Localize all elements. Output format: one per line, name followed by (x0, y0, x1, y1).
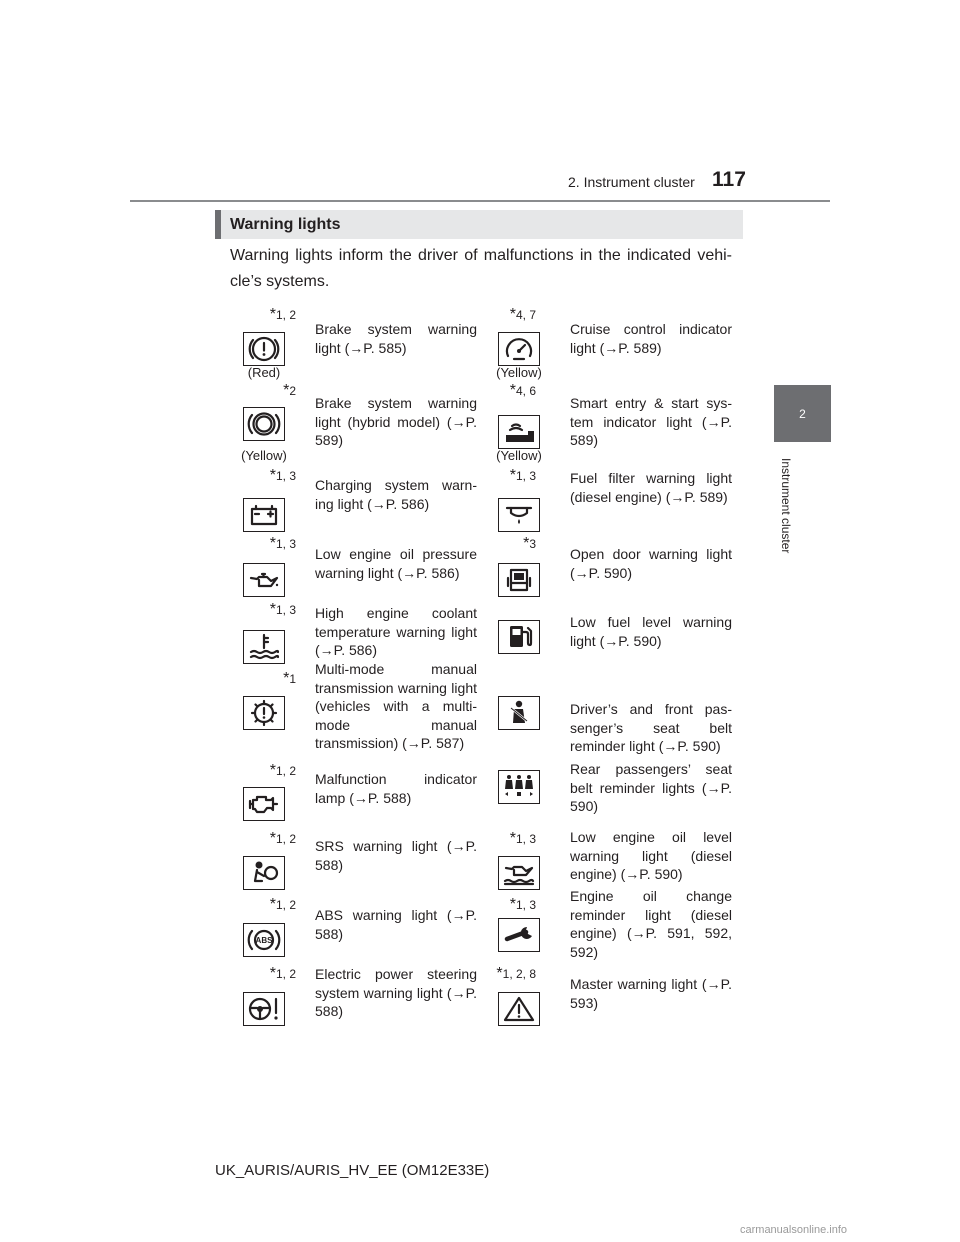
footnote-mark: *1, 3 (269, 535, 296, 552)
brake-warning-icon (243, 332, 285, 366)
warning-light-description: Open door warning light (→P. 590) (570, 546, 732, 581)
seat-belt-icon (498, 696, 540, 730)
footnote-mark: *1, 3 (269, 467, 296, 484)
gear-warning-icon (243, 696, 285, 730)
footer-code: UK_AURIS/AURIS_HV_EE (OM12E33E) (215, 1162, 490, 1179)
fuel-filter-icon (498, 498, 540, 532)
light-color-label: (Yellow) (241, 448, 287, 463)
battery-icon (243, 498, 285, 532)
footnote-mark: *1, 2, 8 (496, 965, 536, 982)
master-warning-icon (498, 992, 540, 1026)
warning-light-description: Malfunction indicator lamp (→P. 588) (315, 771, 477, 806)
footnote-mark: *1, 2 (269, 306, 296, 323)
brake-hybrid-warning-icon (243, 407, 285, 441)
footnote-mark-text: 1, 3 (275, 603, 296, 617)
footnote-mark-text: 1, 2 (275, 308, 296, 322)
intro-paragraph: Warning lights inform the driver of malfunctions in the indicated vehi-cle’s systems. (230, 247, 732, 290)
light-color-label: (Yellow) (496, 448, 542, 463)
airbag-icon (243, 856, 285, 890)
warning-light-description: Engine oil change reminder light (diesel engine) (→P. 591, 592, 592) (570, 888, 732, 960)
steering-warning-icon (243, 992, 285, 1026)
warning-light-description: Brake system warning light (hybrid model) (→P. 589) (315, 395, 477, 448)
footnote-mark: *1 (283, 670, 296, 687)
cruise-control-icon (498, 332, 540, 366)
warning-light-description: Smart entry & start sys-tem indicator light (→P. 589) (570, 395, 732, 448)
footnote-mark-text: 1, 3 (515, 832, 536, 846)
warning-light-description: High engine coolant temperature warning light (→P. 586) (315, 605, 477, 658)
warning-light-description: SRS warning light (→P. 588) (315, 838, 477, 873)
footnote-mark-text: 1, 3 (515, 898, 536, 912)
footnote-mark-text: 1 (289, 672, 296, 686)
footnote-mark: *1, 3 (269, 601, 296, 618)
warning-light-description: Fuel filter warning light (diesel engine) (→P. 589) (570, 470, 732, 505)
chapter-tab (774, 385, 831, 442)
section-heading (215, 210, 743, 239)
footnote-mark-text: 2 (289, 384, 296, 398)
warning-light-description: Charging system warn-ing light (→P. 586) (315, 477, 477, 512)
wrench-icon (498, 918, 540, 952)
warning-light-description: Multi-mode manual transmission warning light (vehicles with a multi-mode manual transmission) (→P. 587) (315, 661, 477, 751)
smart-key-icon (498, 415, 540, 449)
footnote-mark: *1, 2 (269, 762, 296, 779)
chapter-tab-number: 2 (799, 406, 806, 421)
warning-light-description: Low fuel level warning light (→P. 590) (570, 614, 732, 649)
footnote-mark-text: 1, 2 (275, 967, 296, 981)
footnote-mark: *1, 3 (509, 896, 536, 913)
warning-light-description: Low engine oil pressure warning light (→P. 586) (315, 546, 477, 581)
warning-light-description: Electric power steering system warning light (→P. 588) (315, 966, 477, 1019)
open-door-icon (498, 563, 540, 597)
watermark: carmanualsonline.info (740, 1224, 848, 1236)
oil-level-icon (498, 856, 540, 890)
footnote-mark-text: 1, 3 (275, 537, 296, 551)
oil-can-icon (243, 563, 285, 597)
svg-text:ABS: ABS (255, 936, 273, 945)
coolant-temperature-icon (243, 630, 285, 664)
light-color-label: (Yellow) (496, 365, 542, 380)
warning-light-description: ABS warning light (→P. 588) (315, 907, 477, 942)
footnote-mark: *3 (523, 535, 536, 552)
warning-light-description: Rear passengers’ seat belt reminder lights (→P. 590) (570, 761, 732, 814)
chapter-tab-title: Instrument cluster (779, 458, 793, 554)
footnote-mark-text: 1, 2 (275, 832, 296, 846)
footnote-mark: *1, 2 (269, 896, 296, 913)
footnote-mark-text: 1, 3 (515, 469, 536, 483)
warning-light-description: Low engine oil level warning light (diesel engine) (→P. 590) (570, 829, 732, 882)
footnote-mark: *4, 6 (509, 382, 536, 399)
section-heading-text: Warning lights (230, 216, 341, 233)
footnote-mark: *1, 3 (509, 830, 536, 847)
warning-light-description: Brake system warning light (→P. 585) (315, 321, 477, 356)
abs-icon (243, 923, 285, 957)
footnote-mark-text: 1, 2 (275, 898, 296, 912)
footnote-mark: *1, 2 (269, 830, 296, 847)
rear-seat-belt-icon (498, 770, 540, 804)
footnote-mark-text: 1, 3 (275, 469, 296, 483)
footnote-mark: *4, 7 (509, 306, 536, 323)
warning-light-description: Cruise control indicator light (→P. 589) (570, 321, 732, 356)
footnote-mark-text: 3 (529, 537, 536, 551)
footnote-mark: *1, 2 (269, 965, 296, 982)
chapter-title: 2. Instrument cluster (568, 174, 695, 190)
footnote-mark-text: 1, 2, 8 (502, 967, 536, 981)
footnote-mark-text: 4, 7 (515, 308, 536, 322)
footnote-mark: *2 (283, 382, 296, 399)
light-color-label: (Red) (247, 365, 281, 380)
header-divider (130, 200, 830, 202)
engine-icon (243, 787, 285, 821)
footnote-mark-text: 1, 2 (275, 764, 296, 778)
fuel-pump-icon (498, 620, 540, 654)
page-number: 117 (712, 168, 746, 191)
footnote-mark-text: 4, 6 (515, 384, 536, 398)
footnote-mark: *1, 3 (509, 467, 536, 484)
warning-light-description: Driver’s and front pas-senger’s seat belt reminder light (→P. 590) (570, 701, 732, 754)
warning-light-description: Master warning light (→P. 593) (570, 976, 732, 1011)
